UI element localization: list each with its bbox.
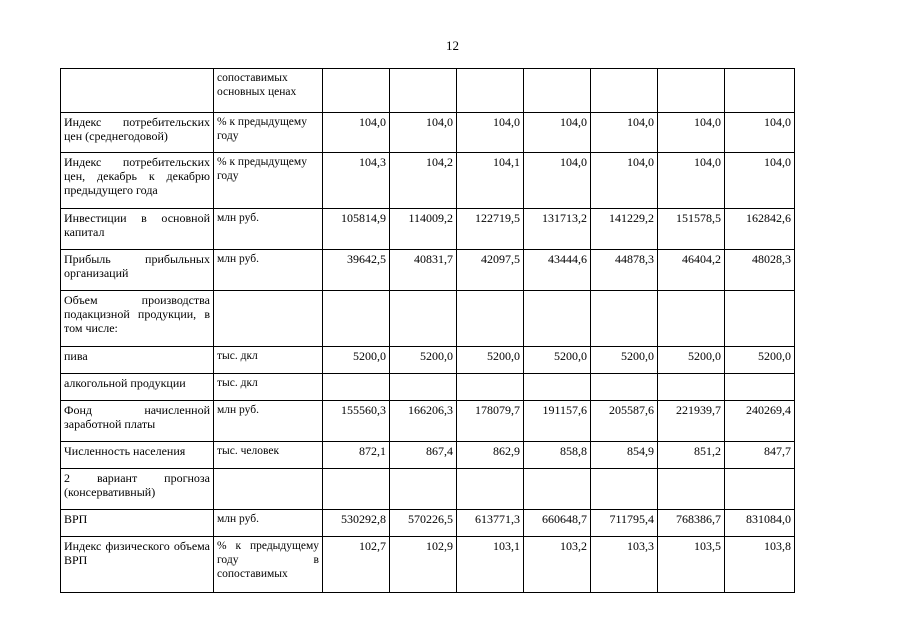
value-cell: 104,0 bbox=[591, 153, 658, 209]
value-cell: 104,0 bbox=[524, 153, 591, 209]
unit-cell: млн руб. bbox=[214, 209, 323, 250]
value-cell: 104,0 bbox=[323, 113, 390, 153]
table-body bbox=[61, 69, 795, 593]
table-row bbox=[61, 442, 795, 469]
unit-cell bbox=[214, 469, 323, 510]
table-row bbox=[61, 250, 795, 291]
table-row bbox=[61, 510, 795, 537]
value-cell bbox=[323, 374, 390, 401]
value-cell: 5200,0 bbox=[524, 347, 591, 374]
value-cell: 221939,7 bbox=[658, 401, 725, 442]
value-cell: 48028,3 bbox=[725, 250, 795, 291]
table-row bbox=[61, 209, 795, 250]
value-cell bbox=[390, 69, 457, 113]
value-cell: 103,2 bbox=[524, 537, 591, 593]
unit-cell: тыс. дкл bbox=[214, 347, 323, 374]
value-cell: 104,0 bbox=[591, 113, 658, 153]
unit-cell: млн руб. bbox=[214, 250, 323, 291]
value-cell: 122719,5 bbox=[457, 209, 524, 250]
table-row bbox=[61, 469, 795, 510]
value-cell bbox=[591, 291, 658, 347]
value-cell: 104,0 bbox=[658, 153, 725, 209]
value-cell: 831084,0 bbox=[725, 510, 795, 537]
table-row bbox=[61, 537, 795, 593]
value-cell: 103,1 bbox=[457, 537, 524, 593]
value-cell bbox=[323, 69, 390, 113]
value-cell: 854,9 bbox=[591, 442, 658, 469]
value-cell: 43444,6 bbox=[524, 250, 591, 291]
value-cell: 530292,8 bbox=[323, 510, 390, 537]
value-cell: 867,4 bbox=[390, 442, 457, 469]
value-cell: 141229,2 bbox=[591, 209, 658, 250]
table-row bbox=[61, 347, 795, 374]
value-cell: 103,5 bbox=[658, 537, 725, 593]
value-cell: 5200,0 bbox=[591, 347, 658, 374]
value-cell: 872,1 bbox=[323, 442, 390, 469]
unit-cell: % к предыдущему году bbox=[214, 153, 323, 209]
value-cell bbox=[658, 374, 725, 401]
value-cell: 847,7 bbox=[725, 442, 795, 469]
value-cell: 44878,3 bbox=[591, 250, 658, 291]
indicator-cell: пива bbox=[61, 347, 214, 374]
value-cell bbox=[390, 469, 457, 510]
unit-cell: тыс. дкл bbox=[214, 374, 323, 401]
value-cell: 155560,3 bbox=[323, 401, 390, 442]
value-cell bbox=[591, 469, 658, 510]
value-cell: 862,9 bbox=[457, 442, 524, 469]
value-cell: 42097,5 bbox=[457, 250, 524, 291]
value-cell bbox=[323, 469, 390, 510]
value-cell: 114009,2 bbox=[390, 209, 457, 250]
value-cell bbox=[457, 291, 524, 347]
indicator-cell: Индекс потребительских цен, декабрь к декабрю предыдущего года bbox=[61, 153, 214, 209]
table-row bbox=[61, 291, 795, 347]
unit-cell: тыс. человек bbox=[214, 442, 323, 469]
value-cell: 191157,6 bbox=[524, 401, 591, 442]
value-cell: 151578,5 bbox=[658, 209, 725, 250]
table-row bbox=[61, 153, 795, 209]
value-cell: 240269,4 bbox=[725, 401, 795, 442]
value-cell: 5200,0 bbox=[725, 347, 795, 374]
unit-cell: млн руб. bbox=[214, 401, 323, 442]
value-cell: 5200,0 bbox=[390, 347, 457, 374]
indicator-cell: 2 вариант прогноза (консервативный) bbox=[61, 469, 214, 510]
value-cell: 104,0 bbox=[725, 153, 795, 209]
value-cell: 104,3 bbox=[323, 153, 390, 209]
unit-cell: % к предыдущему году в сопоставимых bbox=[214, 537, 323, 593]
indicator-cell: Прибыль прибыльных организаций bbox=[61, 250, 214, 291]
value-cell: 104,1 bbox=[457, 153, 524, 209]
value-cell: 711795,4 bbox=[591, 510, 658, 537]
value-cell bbox=[725, 374, 795, 401]
value-cell bbox=[591, 374, 658, 401]
value-cell: 858,8 bbox=[524, 442, 591, 469]
value-cell: 205587,6 bbox=[591, 401, 658, 442]
value-cell: 613771,3 bbox=[457, 510, 524, 537]
value-cell: 104,2 bbox=[390, 153, 457, 209]
value-cell: 40831,7 bbox=[390, 250, 457, 291]
value-cell: 46404,2 bbox=[658, 250, 725, 291]
value-cell bbox=[524, 374, 591, 401]
table-row bbox=[61, 374, 795, 401]
value-cell bbox=[524, 291, 591, 347]
indicator-cell: Индекс потребительских цен (среднегодовой) bbox=[61, 113, 214, 153]
value-cell: 570226,5 bbox=[390, 510, 457, 537]
value-cell: 178079,7 bbox=[457, 401, 524, 442]
value-cell bbox=[457, 469, 524, 510]
table-row bbox=[61, 69, 795, 113]
value-cell bbox=[390, 291, 457, 347]
value-cell: 104,0 bbox=[457, 113, 524, 153]
value-cell: 660648,7 bbox=[524, 510, 591, 537]
value-cell bbox=[591, 69, 658, 113]
indicator-cell: ВРП bbox=[61, 510, 214, 537]
value-cell bbox=[658, 291, 725, 347]
unit-cell: сопоставимых основных ценах bbox=[214, 69, 323, 113]
value-cell bbox=[524, 469, 591, 510]
value-cell: 5200,0 bbox=[658, 347, 725, 374]
forecast-table bbox=[60, 68, 795, 593]
value-cell: 102,7 bbox=[323, 537, 390, 593]
value-cell: 5200,0 bbox=[323, 347, 390, 374]
value-cell bbox=[524, 69, 591, 113]
value-cell: 166206,3 bbox=[390, 401, 457, 442]
indicator-cell: Численность населения bbox=[61, 442, 214, 469]
unit-cell: % к предыдущему году bbox=[214, 113, 323, 153]
indicator-cell bbox=[61, 69, 214, 113]
unit-cell bbox=[214, 291, 323, 347]
value-cell: 105814,9 bbox=[323, 209, 390, 250]
value-cell: 102,9 bbox=[390, 537, 457, 593]
indicator-cell: Объем производства подакцизной продукции, в том числе: bbox=[61, 291, 214, 347]
value-cell: 103,8 bbox=[725, 537, 795, 593]
table-row bbox=[61, 113, 795, 153]
value-cell: 851,2 bbox=[658, 442, 725, 469]
value-cell: 104,0 bbox=[725, 113, 795, 153]
table-row bbox=[61, 401, 795, 442]
indicator-cell: Инвестиции в основной капитал bbox=[61, 209, 214, 250]
value-cell: 768386,7 bbox=[658, 510, 725, 537]
value-cell: 39642,5 bbox=[323, 250, 390, 291]
value-cell: 104,0 bbox=[390, 113, 457, 153]
value-cell: 131713,2 bbox=[524, 209, 591, 250]
page-number: 12 bbox=[446, 38, 459, 53]
indicator-cell: Индекс физического объема ВРП bbox=[61, 537, 214, 593]
value-cell bbox=[658, 69, 725, 113]
value-cell bbox=[457, 69, 524, 113]
value-cell bbox=[658, 469, 725, 510]
value-cell bbox=[457, 374, 524, 401]
indicator-cell: Фонд начисленной заработной платы bbox=[61, 401, 214, 442]
unit-cell: млн руб. bbox=[214, 510, 323, 537]
value-cell bbox=[390, 374, 457, 401]
value-cell: 104,0 bbox=[658, 113, 725, 153]
value-cell: 5200,0 bbox=[457, 347, 524, 374]
value-cell bbox=[725, 69, 795, 113]
value-cell bbox=[725, 469, 795, 510]
value-cell: 104,0 bbox=[524, 113, 591, 153]
value-cell bbox=[725, 291, 795, 347]
value-cell bbox=[323, 291, 390, 347]
value-cell: 103,3 bbox=[591, 537, 658, 593]
indicator-cell: алкогольной продукции bbox=[61, 374, 214, 401]
value-cell: 162842,6 bbox=[725, 209, 795, 250]
